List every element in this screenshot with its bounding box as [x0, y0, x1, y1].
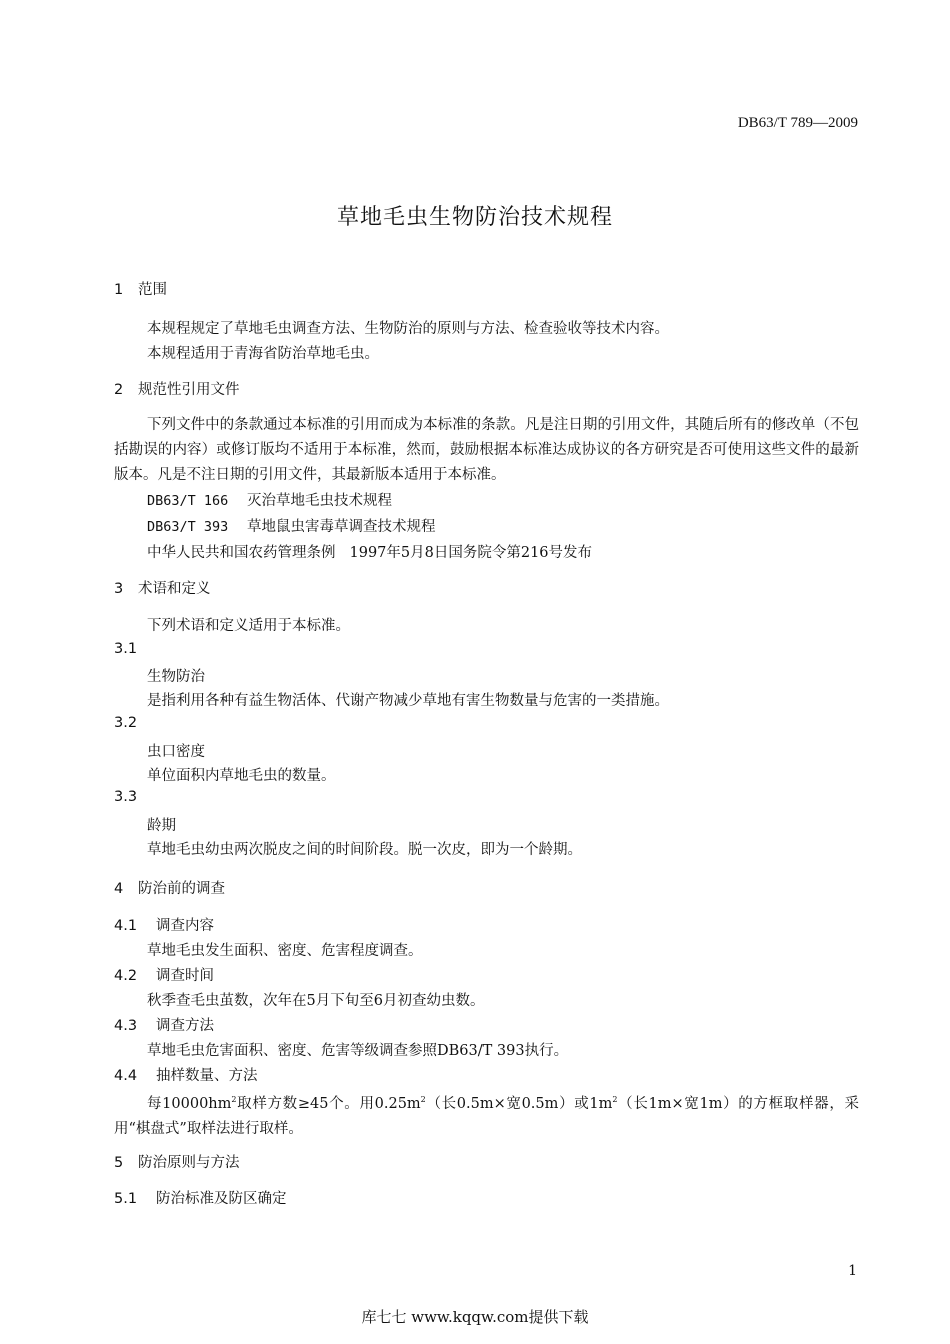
paragraph: 本规程适用于青海省防治草地毛虫。	[147, 346, 379, 362]
section-title: 防治前的调查	[138, 881, 225, 897]
subsection-heading	[114, 1014, 214, 1035]
standard-code: DB63/T 789—2009	[737, 115, 858, 131]
term-definition: 草地毛虫幼虫两次脱皮之间的时间阶段。脱一次皮，即为一个龄期。	[147, 842, 582, 858]
reference-item	[147, 515, 436, 536]
paragraph: 本规程规定了草地毛虫调查方法、生物防治的原则与方法、检查验收等技术内容。	[147, 321, 669, 337]
section-title: 范围	[138, 282, 167, 298]
subsection-title: 防治标准及防区确定	[156, 1191, 287, 1207]
term-number: 3.2	[114, 715, 138, 731]
paragraph: 下列术语和定义适用于本标准。	[147, 618, 350, 634]
document-title: 草地毛虫生物防治技术规程	[336, 205, 613, 230]
reference-code: DB63/T 393	[147, 519, 229, 535]
subsection-heading	[114, 914, 214, 935]
subsection-title: 调查内容	[156, 918, 214, 934]
reference-code: 中华人民共和国农药管理条例	[147, 545, 336, 561]
reference-item	[147, 541, 592, 562]
term-definition: 是指利用各种有益生物活体、代谢产物减少草地有害生物数量与危害的一类措施。	[147, 693, 669, 709]
term-definition: 单位面积内草地毛虫的数量。	[147, 768, 336, 784]
paragraph: 秋季查毛虫茧数，次年在5月下旬至6月初查幼虫数。	[147, 993, 485, 1009]
subsection-number: 4.4	[114, 1068, 138, 1084]
term-name: 虫口密度	[147, 744, 205, 760]
section-number: 3	[114, 581, 124, 597]
term-name: 龄期	[147, 818, 176, 834]
section-title: 术语和定义	[138, 581, 211, 597]
subsection-heading	[114, 1064, 258, 1085]
section-number: 1	[114, 282, 124, 298]
term-number: 3.3	[114, 789, 138, 805]
subsection-title: 抽样数量、方法	[156, 1068, 258, 1084]
section-number: 2	[114, 382, 124, 398]
term-name: 生物防治	[147, 669, 205, 685]
subsection-number: 5.1	[114, 1191, 138, 1207]
sampling-paragraph: 每$10000hm^2$取样方数≥45个。用$0.25m^2$（长0.5m×宽0.5m）或$1m^2$（长1m×宽1m）的方框取样器，采用“棋盘式”取样法进行取样。	[114, 1095, 859, 1137]
section-1-heading	[114, 278, 167, 299]
section-title: 规范性引用文件	[138, 382, 240, 398]
subsection-heading	[114, 964, 214, 985]
reference-name: 灭治草地毛虫技术规程	[247, 493, 392, 509]
section-2-heading	[114, 378, 240, 399]
reference-name: 草地鼠虫害毒草调查技术规程	[247, 519, 436, 535]
section-3-heading	[114, 577, 211, 598]
subsection-heading	[114, 1187, 287, 1208]
section-4-heading	[114, 877, 225, 898]
section-number: 4	[114, 881, 124, 897]
paragraph: 草地毛虫发生面积、密度、危害程度调查。	[147, 943, 423, 959]
paragraph: 下列文件中的条款通过本标准的引用而成为本标准的条款。凡是注日期的引用文件，其随后所有的修改单（不包括勘误的内容）或修订版均不适用于本标准，然而，鼓励根据本标准达成协议的各方研究是否可使用这些文件的最新版本。凡是不注日期的引用文件，其最新版本适用于本标准。	[114, 417, 859, 483]
footer-watermark: 库七七 www.kqqw.com提供下载	[361, 1308, 589, 1326]
subsection-number: 4.1	[114, 918, 138, 934]
section-title: 防治原则与方法	[138, 1155, 240, 1171]
subsection-title: 调查时间	[156, 968, 214, 984]
subsection-number: 4.2	[114, 968, 138, 984]
subsection-title: 调查方法	[156, 1018, 214, 1034]
section-number: 5	[114, 1155, 124, 1171]
page-number: 1	[848, 1263, 857, 1279]
subsection-number: 4.3	[114, 1018, 138, 1034]
reference-name: 1997年5月8日国务院令第216号发布	[349, 545, 593, 561]
paragraph: 草地毛虫危害面积、密度、危害等级调查参照DB63/T 393执行。	[147, 1043, 569, 1059]
reference-code: DB63/T 166	[147, 493, 229, 509]
term-number: 3.1	[114, 641, 138, 657]
section-5-heading	[114, 1151, 240, 1172]
reference-item	[147, 489, 392, 510]
